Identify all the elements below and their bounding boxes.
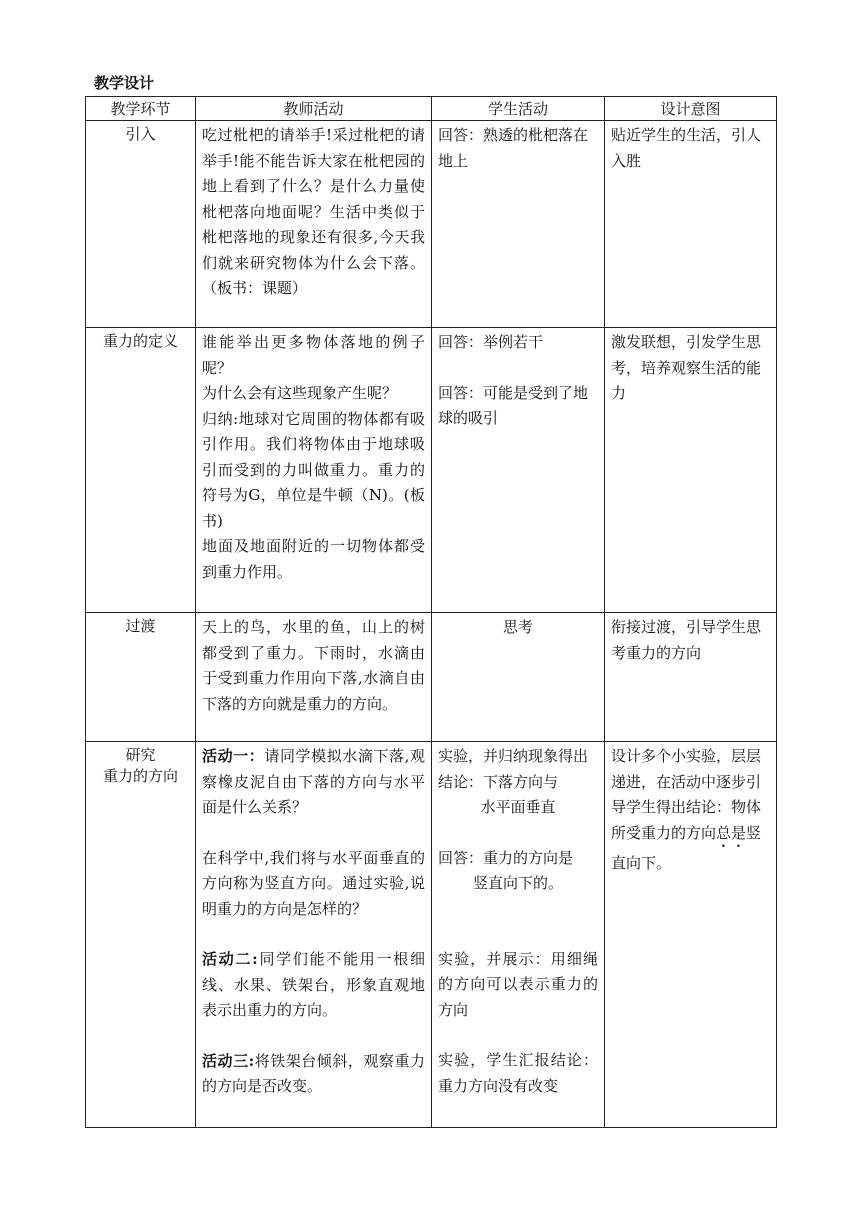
activity-one-text: 请同学模拟水滴下落,观察橡皮泥自由下落的方向与水平面是什么关系？ <box>202 747 425 816</box>
student-text: 回答：熟透的枇杷落在地上 <box>438 126 589 170</box>
design-intent-cell: 激发联想，引发学生思考，培养观察生活的能力 <box>605 328 777 613</box>
document-title: 教学设计 <box>94 74 155 92</box>
student-activity-cell <box>432 613 605 742</box>
student-text: 回答：可能是受到了地球的吸引 <box>438 383 589 427</box>
spacer <box>438 1023 598 1048</box>
stage-cell: 重力的定义 <box>86 328 196 613</box>
teacher-text: 地面及地面附近的一切物体都受到重力作用。 <box>202 537 425 581</box>
spacer <box>202 821 425 846</box>
teacher-activity-cell <box>196 742 432 1128</box>
spacer <box>202 1024 425 1049</box>
student-text: 竖直向下的。 <box>472 874 563 892</box>
stage-line: 重力的方向 <box>102 767 178 785</box>
student-text: 回答：重力的方向是 <box>438 848 574 867</box>
activity-three-text: 将铁架台倾斜，观察重力的方向是否改变。 <box>202 1051 425 1095</box>
teacher-text: 为什么会有这些现象产生呢？ <box>202 384 398 402</box>
activity-one <box>202 744 425 821</box>
stage-line: 研究 <box>125 746 156 764</box>
header-stage: 教学环节 <box>86 97 196 121</box>
activity-two-label: 活动二: <box>202 950 258 968</box>
teacher-activity-cell <box>196 328 432 613</box>
intent-text: 竖直向下。 <box>611 823 762 872</box>
spacer <box>438 897 598 922</box>
table-row <box>86 121 777 328</box>
table-row <box>86 328 777 613</box>
spacer <box>438 821 598 846</box>
intent-emphasis: 总是 <box>716 823 747 842</box>
teacher-text: 归纳:地球对它周围的物体都有吸引作用。我们将物体由于地球吸引而受到的力叫做重力。重力的符号为G，单位是牛顿（N)。(板书) <box>202 409 425 530</box>
teacher-activity-cell <box>196 613 432 742</box>
activity-one-label: 活动一： <box>202 747 265 765</box>
activity-two <box>202 947 425 1024</box>
spacer <box>438 922 598 947</box>
student-text: 实验，并展示：用细绳的方向可以表示重力的方向 <box>438 949 598 1019</box>
activity-three <box>202 1049 425 1100</box>
header-student-activity: 学生活动 <box>432 97 605 121</box>
activity-three-label: 活动三: <box>202 1051 255 1070</box>
student-text: 实验，并归纳现象得出结论：下落方向与 <box>438 747 589 791</box>
activity-two-text: 同学们能不能用一根细线、水果、铁架台，形象直观地表示出重力的方向。 <box>202 950 425 1019</box>
design-intent-cell <box>605 742 777 1128</box>
stage-cell: 过渡 <box>86 613 196 742</box>
spacer <box>438 356 598 381</box>
stage-cell <box>86 742 196 1128</box>
student-text: 水平面垂直 <box>480 798 556 816</box>
teacher-activity-cell <box>196 121 432 328</box>
table-row <box>86 613 777 742</box>
teacher-text: 天上的鸟，水里的鱼，山上的树都受到了重力。下雨时，水滴由于受到重力作用向下落,水滴自由下落的方向就是重力的方向。 <box>202 618 425 713</box>
table-row <box>86 742 777 1128</box>
teacher-text: 吃过枇杷的请举手!采过枇杷的请举手!能不能告诉大家在枇杷园的地上看到了什么？是什么力量使枇杷落向地面呢？生活中类似于枇杷落地的现象还有很多,今天我们就来研究物体为什么会下落。（板书：课题） <box>202 126 425 297</box>
student-activity-cell <box>432 742 605 1128</box>
student-activity-cell <box>432 121 605 328</box>
lesson-design-table <box>85 96 777 1128</box>
intent-text: 设计多个小实验，层层递进，在活动中逐步引导学生得出结论：物体所受重力的方向 <box>611 747 762 842</box>
student-text: 思考 <box>502 618 533 636</box>
teacher-text: 谁能举出更多物体落地的例子呢？ <box>202 333 425 377</box>
header-design-intent: 设计意图 <box>605 97 777 121</box>
spacer <box>202 922 425 947</box>
student-text: 回答：举例若干 <box>438 333 544 351</box>
stage-cell: 引入 <box>86 121 196 328</box>
student-text: 实验，学生汇报结论：重力方向没有改变 <box>438 1051 598 1095</box>
student-activity-cell <box>432 328 605 613</box>
teacher-text: 在科学中,我们将与水平面垂直的方向称为竖直方向。通过实验,说明重力的方向是怎样的？ <box>202 848 425 918</box>
design-intent-cell: 衔接过渡，引导学生思考重力的方向 <box>605 613 777 742</box>
table-header-row <box>86 97 777 121</box>
design-intent-cell: 贴近学生的生活，引人入胜 <box>605 121 777 328</box>
header-teacher-activity: 教师活动 <box>196 97 432 121</box>
